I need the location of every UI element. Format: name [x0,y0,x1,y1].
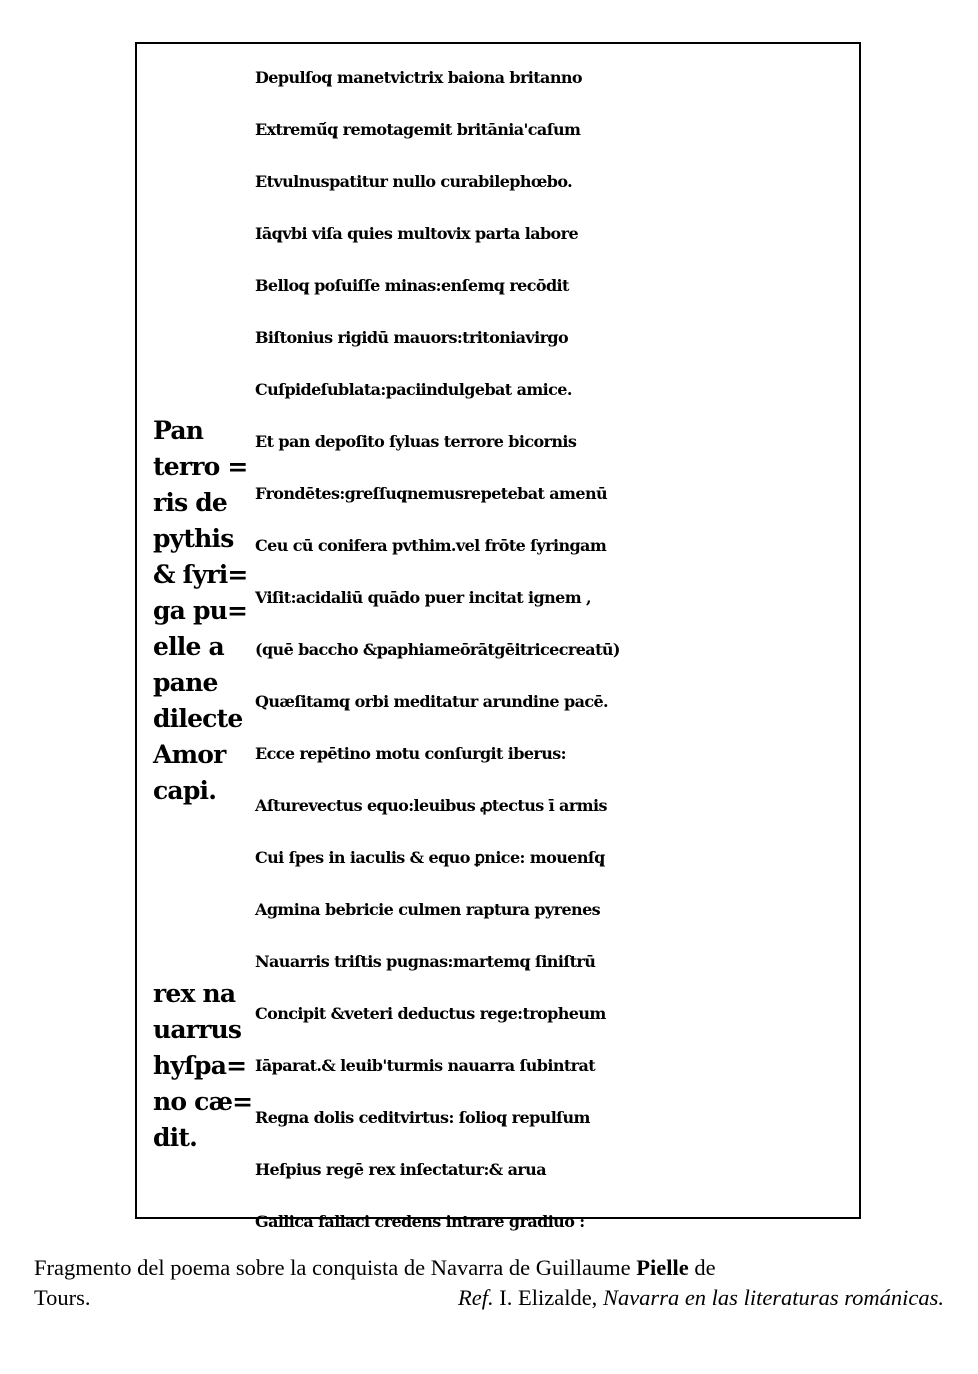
poem-line: Agmina bebricie culmen raptura pyrenes [255,900,601,919]
poem-line: Belloq̨ poſuiſſe minas:enſemq̨ recōdit [255,276,569,295]
caption-author-name: Pielle [636,1255,689,1280]
poem-text [255,52,855,1248]
poem-line: Heſpius regē rex inſectatur:& arua [255,1160,546,1179]
margin-note-line: dilecte [153,704,243,733]
margin-note-line: hyſpa= [153,1051,247,1080]
caption-line-1 [34,1253,946,1283]
caption-text: Fragmento del poema sobre la conquista de Navarra de Guillaume [34,1255,637,1280]
poem-line: Concipit &veteri deductus rege:tropheum [255,1004,606,1023]
poem-line: Etvulnuspatitur nullo curabilephœbo. [255,172,573,191]
poem-line: Extremū́q̨ remotagemit britānia'caſum [255,120,581,139]
margin-note-line: rex na [153,979,236,1008]
margin-note-line: ris de [153,488,228,517]
poem-line: Quæſitamq̨ orbi meditatur arundine pacē. [255,692,609,711]
poem-line: Frondētes:greſſuq̨nemusrepetebat amenū [255,484,608,503]
poem-line: Iāq̨vbi viſa quies multovix parta labore [255,224,579,243]
caption-text: Tours. [34,1285,91,1310]
poem-line: Gallica fallaci credens intrare gradiuo : [255,1212,585,1231]
margin-note-line: ga pu= [153,596,248,625]
reference-title: Navarra en las literaturas románicas. [602,1285,944,1310]
poem-line: Depulſoq̨ manetvictrix baiona britanno [255,68,582,87]
margin-note-line: Amor [153,740,226,769]
poem-line: Ecce repētino motu conſurgit iberus: [255,744,566,763]
poem-line: Cui ſpes in iaculis & equo ꝑnice: mouenſq̨ [255,848,605,867]
margin-note-pan [153,413,253,809]
margin-note-line: & ſyri= [153,560,248,589]
margin-note-line: Pan [153,416,204,445]
margin-note-line: dit. [153,1123,198,1152]
margin-note-line: pythis [153,524,234,553]
reference-author: I. Elizalde, [493,1285,603,1310]
figure-caption [34,1253,946,1313]
margin-note-line: capi. [153,776,217,805]
caption-text: de [688,1255,716,1280]
poem-line: Iāparat.& leuib'turmis nauarra ſubintrat [255,1056,596,1075]
poem-line: Aſturevectus equo:leuibus ꝓtectus ī armis [255,796,607,815]
poem-line: Nauarris triſtis pugnas:martemq̨ ſiniſtrū [255,952,596,971]
poem-line: Cuſpideſublata:paciindulgebat amice. [255,380,572,399]
poem-line: Regna dolis ceditvirtus: ſolioq̨ repulſum [255,1108,590,1127]
margin-note-rex [153,976,253,1156]
margin-note-line: uarrus [153,1015,242,1044]
poem-line: Et pan depoſito ſyluas terrore bicornis [255,432,577,451]
poem-line: Ceu cū conifera pvthim.vel frōte ſyringam [255,536,607,555]
poem-line: Biſtonius rigidū mauors:tritoniavirgo [255,328,569,347]
reference-label: Ref. [458,1285,494,1310]
poem-line: (quē baccho &paphiameōrātgēitricecreatū) [255,640,620,659]
margin-note-line: elle a [153,632,224,661]
caption-line-2 [34,1283,946,1313]
margin-note-line: terro = [153,452,248,481]
margin-note-line: no cæ= [153,1087,253,1116]
poem-line: Viſit:acidaliū quādo puer incitat ignem , [255,588,591,607]
margin-note-line: pane [153,668,218,697]
caption-reference [458,1283,944,1313]
